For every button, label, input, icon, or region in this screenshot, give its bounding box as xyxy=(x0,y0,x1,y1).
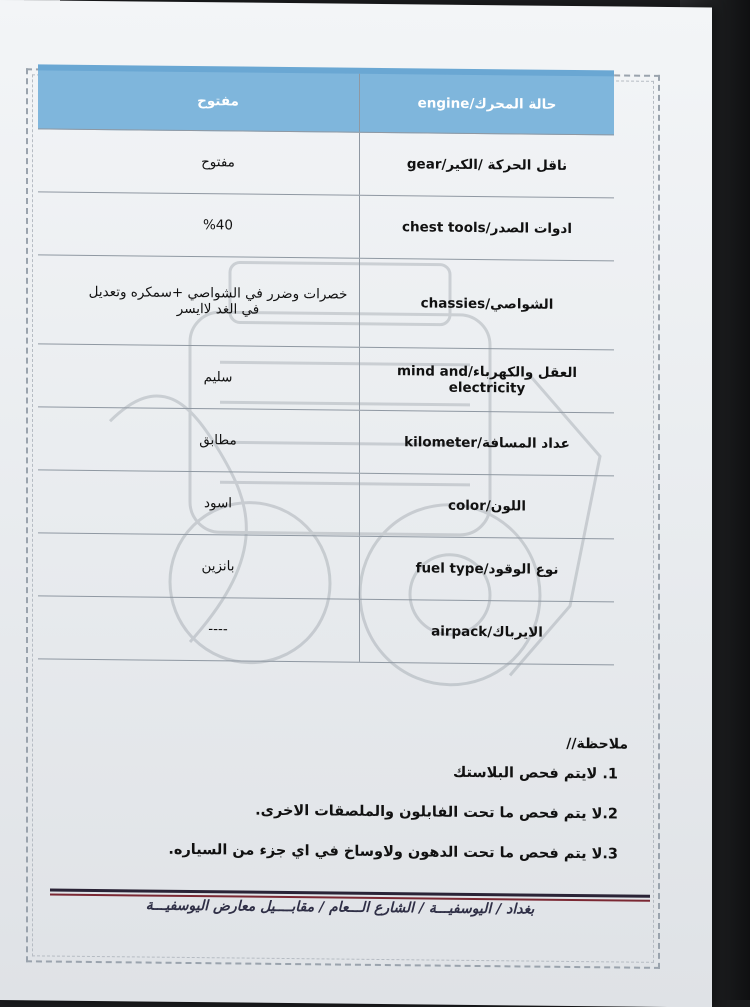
inspection-table xyxy=(38,64,614,665)
row-label: اللون/color xyxy=(360,473,615,539)
table-row xyxy=(38,533,614,602)
row-value: مفتوح xyxy=(38,129,360,195)
note-item: 3.لا يتم فحص ما تحت الدهون ولاوساخ في اي جزء من السياره. xyxy=(168,841,618,863)
table-row xyxy=(38,470,614,539)
row-label: الايرباك/airpack xyxy=(360,599,615,665)
row-value: مطابق xyxy=(38,407,360,473)
row-label: ناقل الحركة /الكير/gear xyxy=(360,132,615,198)
row-value: خصرات وضرر في الشواصي +سمكره وتعديل في الغد لاايسر xyxy=(38,255,360,347)
note-item: 2.لا يتم فحص ما تحت الفابلون والملصقات الاخرى. xyxy=(255,802,618,823)
note-item: 1. لايتم فحص البلاستك xyxy=(452,764,618,783)
table-row xyxy=(38,129,614,198)
header-label: حالة المحرك/engine xyxy=(360,71,615,135)
row-value: %40 xyxy=(38,192,360,258)
row-value: بانزين xyxy=(38,533,360,599)
row-value: اسود xyxy=(38,470,360,536)
notes-title: ملاحظة// xyxy=(566,735,628,753)
table-row xyxy=(38,596,614,665)
row-label: الشواصي/chassies xyxy=(360,258,615,350)
table-header-row xyxy=(38,67,614,135)
row-value: سليم xyxy=(38,344,360,410)
footer-address: بغداد / اليوسفيـــة / الشارع الـــعام / مقابــــيل معارض اليوسفيـــة xyxy=(145,897,535,918)
header-value: مفتوح xyxy=(38,67,360,132)
notes-section xyxy=(38,730,628,886)
table-row xyxy=(38,344,614,413)
row-label: ادوات الصدر/chest tools xyxy=(360,195,615,261)
table-row xyxy=(38,192,614,261)
table-row xyxy=(38,407,614,476)
row-value: ---- xyxy=(38,596,360,662)
table-row xyxy=(38,255,614,350)
row-label: نوع الوقود/fuel type xyxy=(360,536,615,602)
row-label: العقل والكهرباء/mind and electricity xyxy=(360,347,615,413)
row-label: عداد المسافة/kilometer xyxy=(360,410,615,476)
